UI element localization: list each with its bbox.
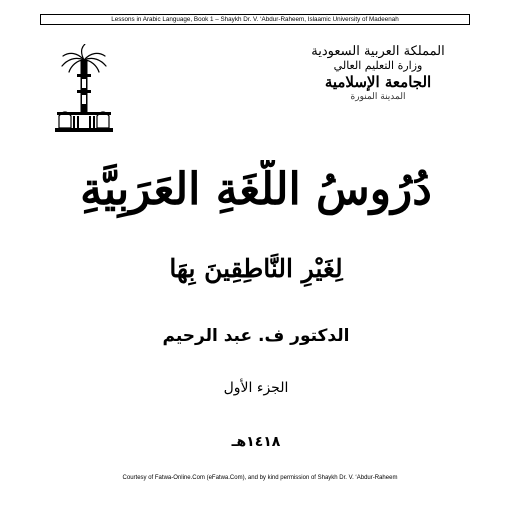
book-subtitle: لِغَيْرِ النَّاطِقِينَ بِهَا <box>169 254 343 283</box>
kingdom-name: المملكة العربية السعودية <box>311 44 445 59</box>
book-part: الجزء الأول <box>223 380 289 396</box>
book-title: دُرُوسُ اللُّغَةِ العَرَبِيَّةِ <box>80 164 432 215</box>
ministry-name: وزارة التعليم العالي <box>333 59 423 72</box>
page-footer: Courtesy of Fatwa-Online.Com (eFatwa.Com), and by kind permission of Shaykh Dr. V. ‘Abdur-Raheem <box>122 475 398 481</box>
page-header: Lessons in Arabic Language, Book 1 – Shaykh Dr. V. ‘Abdur-Raheem, Islaamic University of Madeenah <box>40 14 470 25</box>
university-emblem-icon <box>55 44 113 132</box>
institution-heading <box>288 44 468 103</box>
book-author: الدكتور ف. عبد الرحيم <box>162 326 350 346</box>
city-name: المدينة المنورة <box>350 92 406 102</box>
university-name: الجامعة الإسلامية <box>324 73 432 91</box>
publication-year: ١٤١٨هـ <box>231 434 281 450</box>
